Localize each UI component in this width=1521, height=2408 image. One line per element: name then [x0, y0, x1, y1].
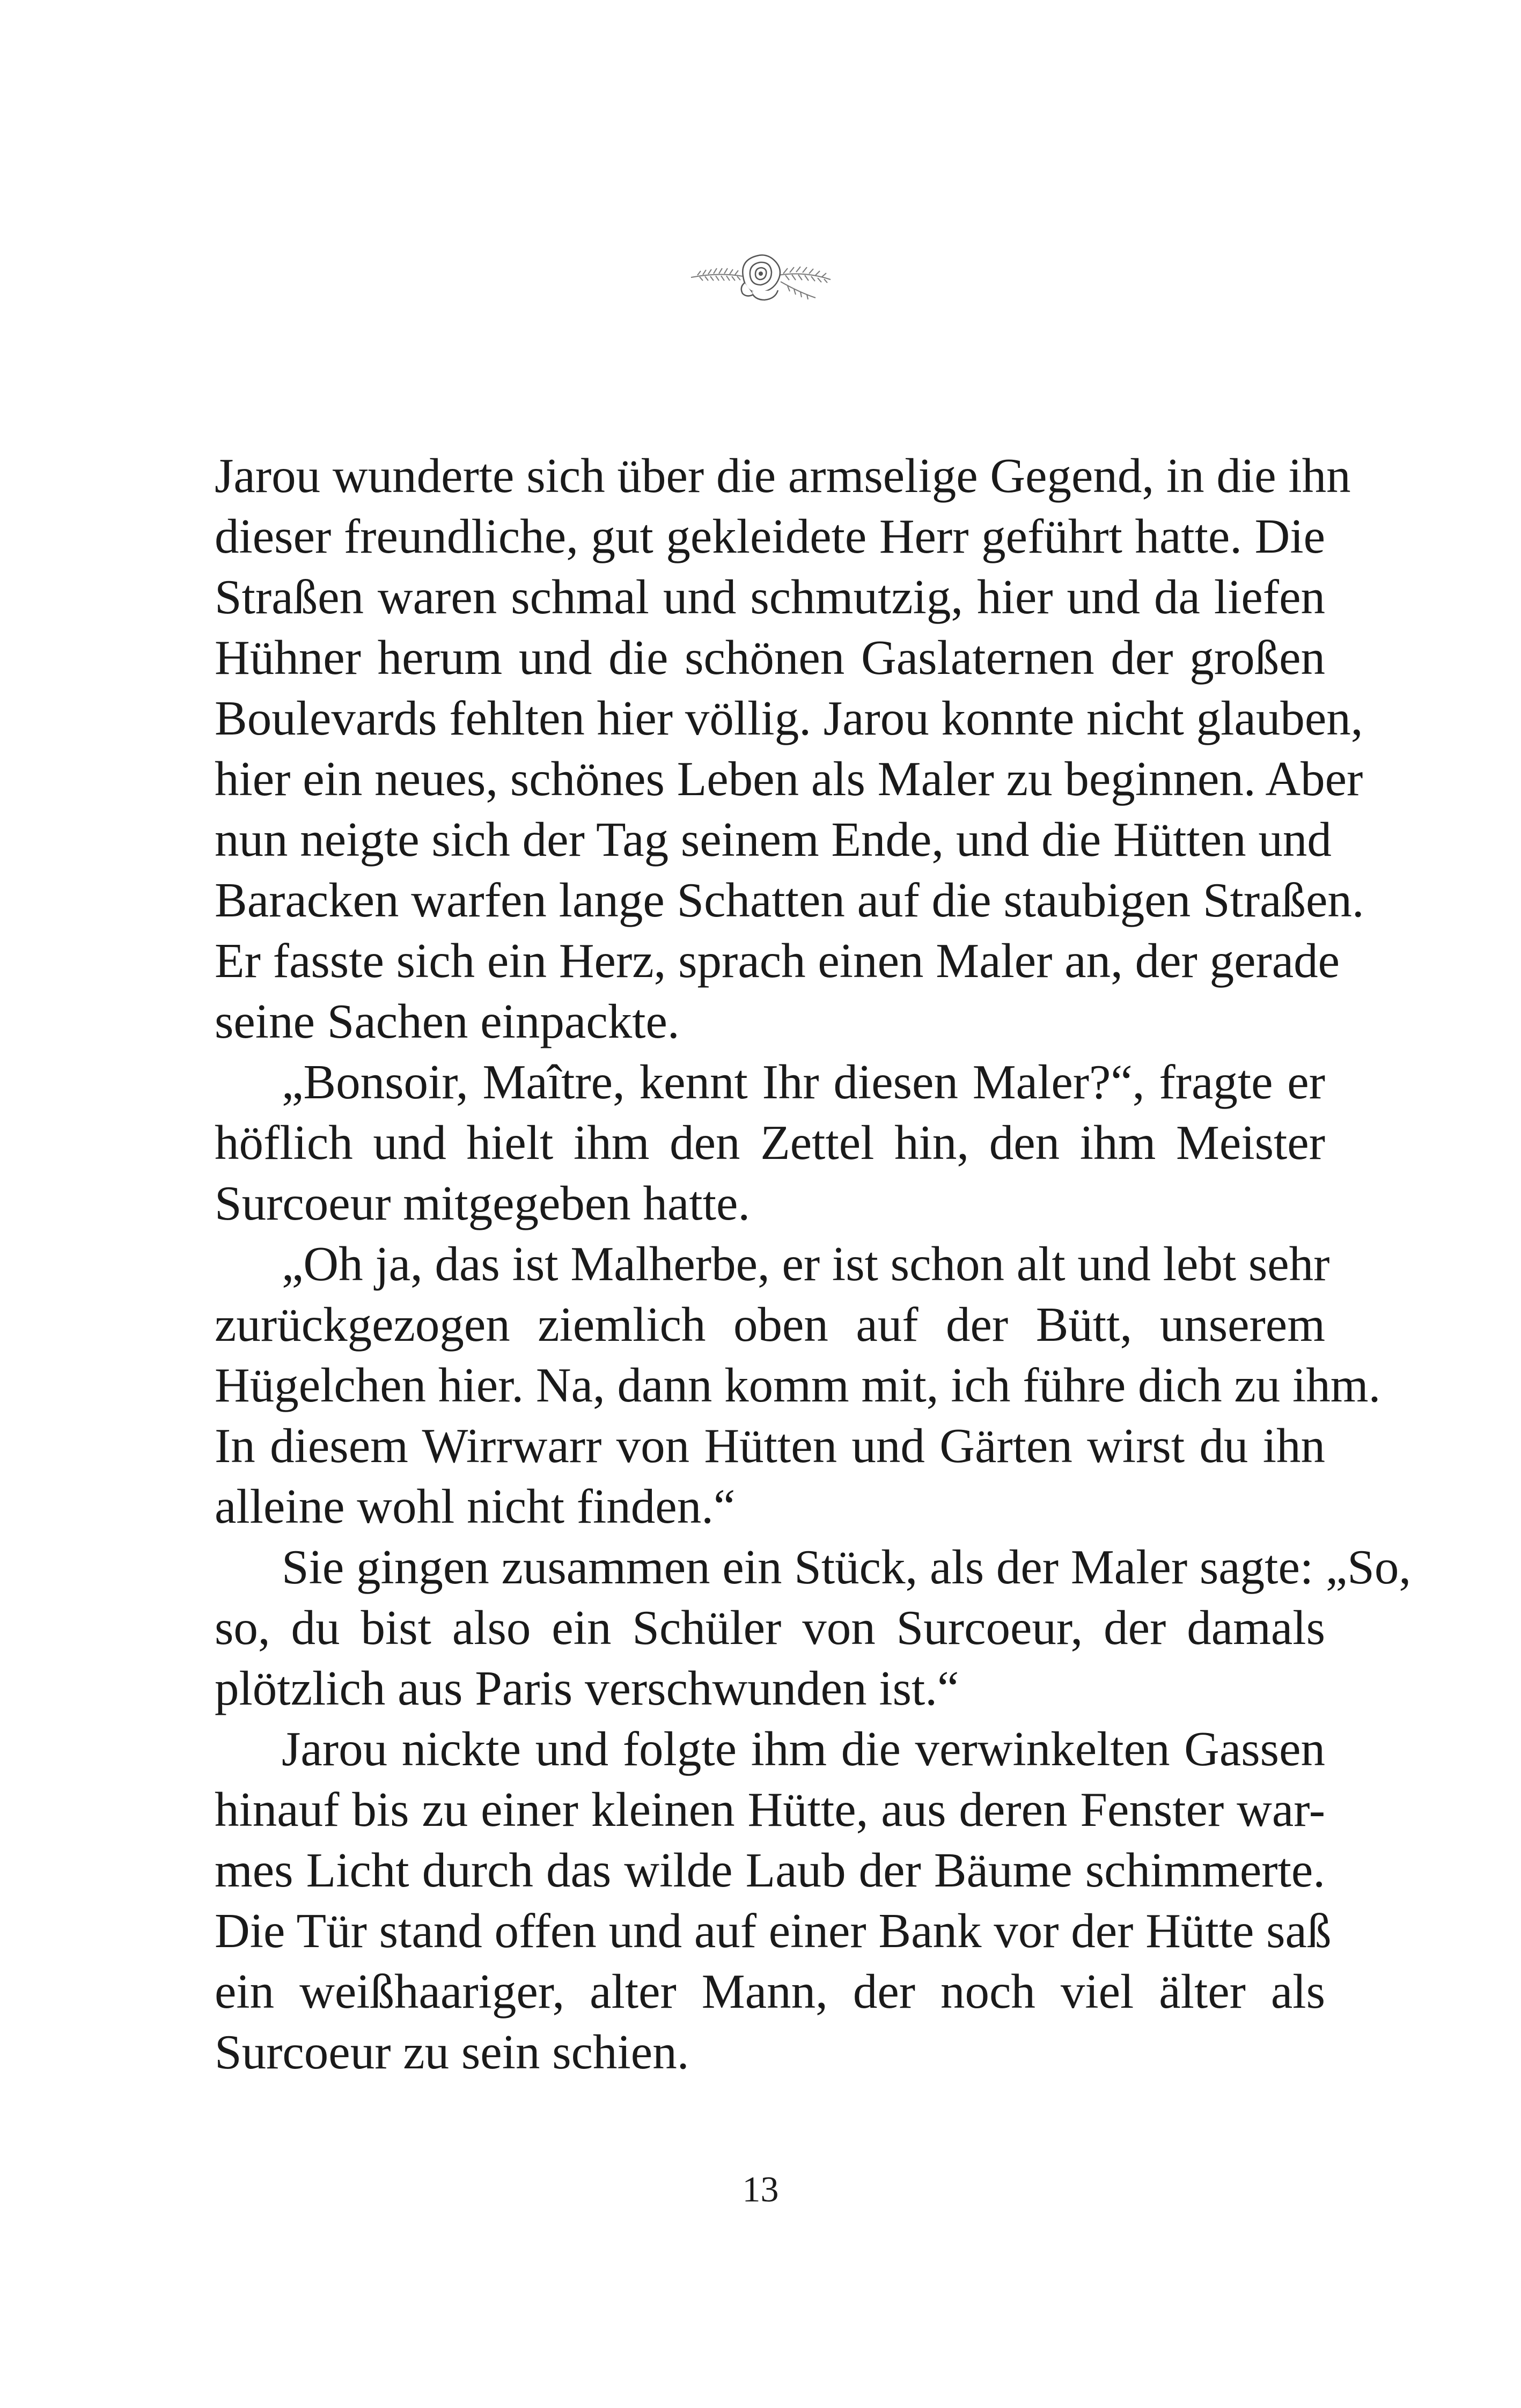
- text-line: Jarou wunderte sich über die armselige Gegend, in die ihn: [215, 449, 1351, 503]
- text-line: zurückgezogen ziemlich oben auf der Bütt, unserem: [215, 1297, 1325, 1352]
- text-line: Sie gingen zusammen ein Stück, als der Maler sagte: „So,: [282, 1540, 1412, 1594]
- text-line: Surcoeur zu sein schien.: [215, 2025, 689, 2079]
- text-line: hinauf bis zu einer kleinen Hütte, aus deren Fenster war-: [215, 1782, 1325, 1837]
- body-text: [215, 445, 1412, 2082]
- text-line: Baracken warfen lange Schatten auf die staubigen Straßen.: [215, 873, 1364, 927]
- text-line: ein weißhaariger, alter Mann, der noch viel älter als: [215, 1964, 1325, 2018]
- text-line: nun neigte sich der Tag seinem Ende, und die Hütten und: [215, 812, 1332, 867]
- text-line: Er fasste sich ein Herz, sprach einen Maler an, der gerade: [215, 934, 1340, 988]
- text-line: Surcoeur mitgegeben hatte.: [215, 1176, 751, 1230]
- text-line: Boulevards fehlten hier völlig. Jarou konnte nicht glauben,: [215, 691, 1363, 745]
- flower-ornament-icon: [687, 244, 834, 309]
- text-line: höflich und hielt ihm den Zettel hin, den ihm Meister: [215, 1115, 1325, 1170]
- text-line: Hügelchen hier. Na, dann komm mit, ich führe dich zu ihm.: [215, 1358, 1381, 1412]
- text-line: Straßen waren schmal und schmutzig, hier und da liefen: [215, 570, 1325, 624]
- text-line: „Oh ja, das ist Malherbe, er ist schon alt und lebt sehr: [282, 1237, 1330, 1291]
- text-line: dieser freundliche, gut gekleidete Herr geführt hatte. Die: [215, 509, 1325, 563]
- text-line: so, du bist also ein Schüler von Surcoeur, der damals: [215, 1601, 1325, 1655]
- text-line: alleine wohl nicht finden.“: [215, 1479, 736, 1533]
- text-line: „Bonsoir, Maître, kennt Ihr diesen Maler?“, fragte er: [282, 1055, 1325, 1109]
- text-line: hier ein neues, schönes Leben als Maler zu beginnen. Aber: [215, 752, 1363, 806]
- text-line: seine Sachen einpackte.: [215, 994, 680, 1048]
- text-line: Hühner herum und die schönen Gaslaternen der großen: [215, 630, 1325, 685]
- text-line: Jarou nickte und folgte ihm die verwinkelten Gassen: [282, 1722, 1325, 1776]
- text-line: mes Licht durch das wilde Laub der Bäume schimmerte.: [215, 1843, 1325, 1897]
- page-number: 13: [742, 2169, 779, 2209]
- text-line: plötzlich aus Paris verschwunden ist.“: [215, 1661, 959, 1715]
- text-line: Die Tür stand offen und auf einer Bank vor der Hütte saß: [215, 1904, 1332, 1958]
- text-line: In diesem Wirrwarr von Hütten und Gärten wirst du ihn: [215, 1419, 1325, 1473]
